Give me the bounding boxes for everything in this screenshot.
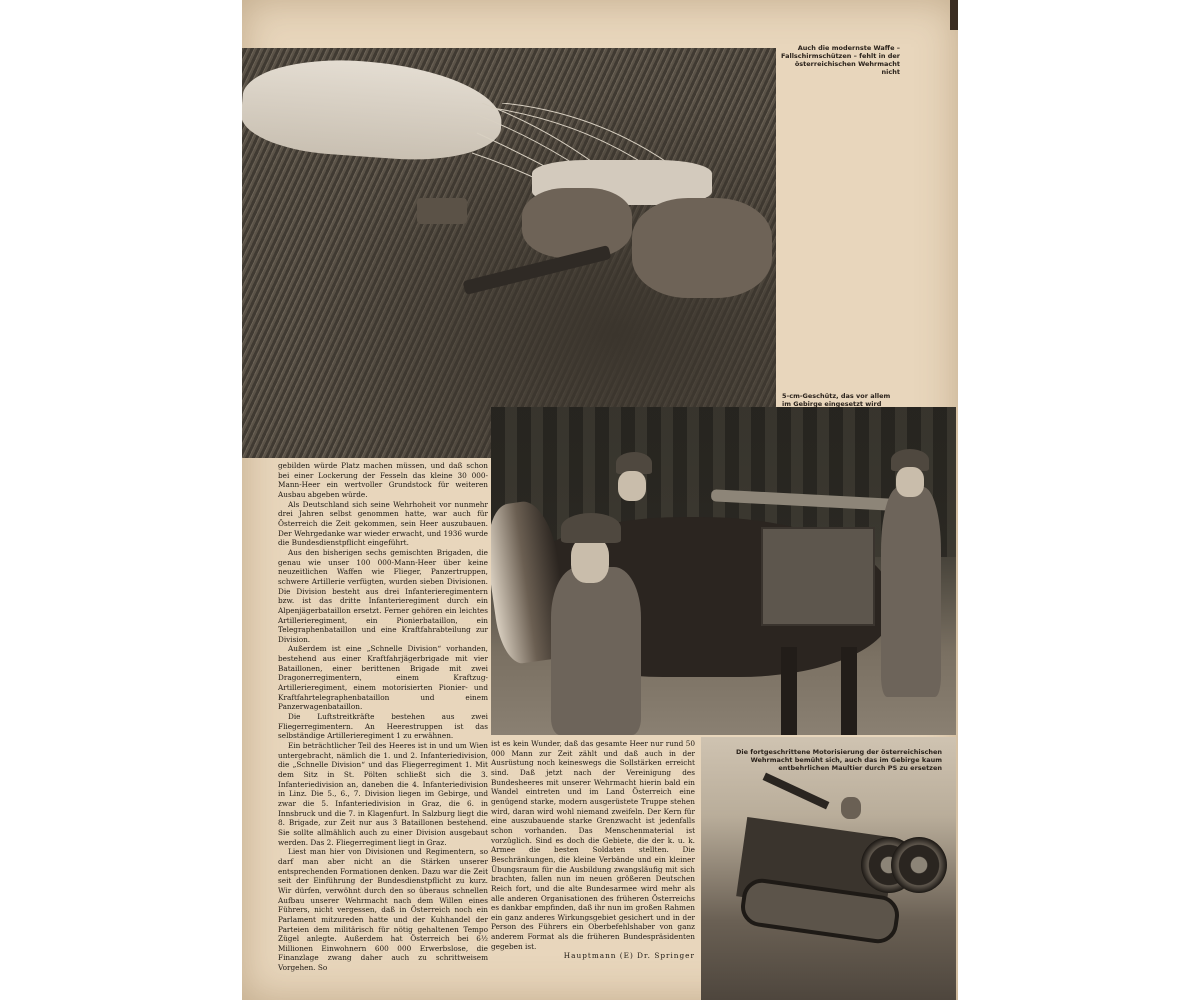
article-paragraph: Die Luftstreitkräfte bestehen aus zwei Fliegerregimentern. An Heerestruppen ist das selbständige Artillerieregiment 1 zu erwähnen. [278, 712, 488, 741]
soldier-front-face [571, 537, 609, 583]
parachute-canopy [242, 53, 505, 166]
caption-paratroopers: Auch die modernste Waffe – Fallschirmschützen – fehlt in der österreichischen Wehrmacht nicht [781, 44, 900, 76]
article-paragraph: Ein beträchtlicher Teil des Heeres ist in und um Wien untergebracht, nämlich die 1. und 2. Infanteriedivision, die „Schnelle Division“ und das Fliegerregiment 1. Mit dem Sitz in St. Pölten schließt sich die 3. Infanteriedivision an, daneben die 4. Infanteriedivision in Linz. Die 5., 6., 7. Division liegen im Gebirge, und zwar die 5. Infanteriedivision in Graz, die 6. in Innsbruck und die 7. in Klagenfurt. In Salzburg liegt die 8. Brigade, zur Zeit nur aus 3 Bataillonen bestehend. Sie sollte allmählich auch zu einer Division ausgebaut werden. Das 2. Fliegerregiment liegt in Graz. [278, 741, 488, 847]
vehicle-machine-gun [763, 773, 830, 810]
vehicle-wheel [891, 837, 947, 893]
photo-paratroopers [242, 48, 776, 458]
horse-leg [841, 647, 857, 735]
article-paragraph: Liest man hier von Divisionen und Regimentern, so darf man aber nicht an die Stärken unserer entsprechenden Formationen denken. Dazu war die Zeit seit der Einführung der Bundesdienstpflicht zu kurz. Wir dürfen, verwöhnt durch den so überaus schnellen Aufbau unserer Wehrmacht nach dem Willen eines Führers, nicht vergessen, daß in Österreich noch ein Parlament mitzureden hatte und der Kuhhandel der Parteien dem militärisch für nötig gehaltenen Tempo Zügel anlegte. Außerdem hat Österreich bei 6½ Millionen Einwohnern 600 000 Erwerbslose, die Finanzlage zwang daher auch zu schrittweisem Vorgehen. So [278, 847, 488, 973]
article-paragraph: Aus den bisherigen sechs gemischten Brigaden, die genau wie unser 100 000-Mann-Heer über keine neuzeitlichen Waffen wie Flieger, Panzertruppen, schwere Artillerie verfügten, wurden sieben Divisionen. Die Division besteht aus drei Infanterieregimentern bzw. ist das dritte Infanterieregiment durch ein Alpenjägerbataillon ersetzt. Ferner gehören ein leichtes Artillerieregiment, ein Pionierbataillon, ein Telegraphenbataillon und eine Kraftfahrabteilung zur Division. [278, 547, 488, 644]
soldier-right [632, 198, 772, 298]
author-signature [491, 951, 695, 961]
soldier-back-face [618, 471, 646, 501]
article-column-middle [491, 739, 695, 961]
soldier-right [881, 487, 941, 697]
photo-tracked-vehicle [701, 737, 956, 1000]
photo-mountain-gun-horse [491, 407, 956, 735]
article-paragraph: Als Deutschland sich seine Wehrhoheit vor nunmehr drei Jahren selbst genommen hatte, war auch für Österreich die Zeit gekommen, sein Heer auszubauen. Der Wehrgedanke war wieder erwacht, und 1936 wurde die Bundesdienstpflicht eingeführt. [278, 499, 488, 548]
article-paragraph: gebilden würde Platz machen müssen, und daß schon bei einer Lockerung der Fesseln das kleine 30 000-Mann-Heer ein wertvoller Grundstock für weiteren Ausbau abgeben würde. [278, 461, 488, 499]
article-paragraph: ist es kein Wunder, daß das gesamte Heer nur rund 50 000 Mann zur Zeit zählt und daß auch in der Ausrüstung noch keineswegs die Sollstärken erreicht sind. Daß jetzt nach der Vereinigung des Bundesheeres mit unserer Wehrmacht hierin bald ein Wandel eintreten und im Land Österreich eine genügend starke, modern ausgerüstete Truppe stehen wird, daran wird wohl niemand zweifeln. Der Kern für eine auszubauende starke Grenzwacht ist jedenfalls schon vorhanden. Das Menschenmaterial ist vorzüglich. Sind es doch die Gebiete, die der k. u. k. Armee die besten Soldaten stellten. Die Beschränkungen, die kleine Verbände und ein kleiner Übungsraum für die Ausbildung zwangsläufig mit sich brachten, fallen nun im neuen größeren Deutschen Reich fort, und die alte Bundesarmee wird mehr als alle anderen Organisationen des früheren Österreichs es dankbar empfinden, daß ihr nun im großen Rahmen ein ganz anderes Wirkungsgebiet gesichert und in der Person des Führers ein Oberbefehlshaber von ganz anderem Format als die früheren Bundespräsidenten gegeben ist. [491, 739, 695, 951]
ammo-box [417, 198, 467, 224]
gun-carriage-box [761, 527, 875, 626]
caption-motorization: Die fortgeschrittene Motorisierung der österreichischen Wehrmacht bemüht sich, auch das im Gebirge kaum entbehrlichen Maultier durch PS zu ersetzen [735, 748, 942, 772]
soldier-left [522, 188, 632, 258]
article-paragraph: Außerdem ist eine „Schnelle Division“ vorhanden, bestehend aus einer Kraftfahrjägerbrigade mit vier Bataillonen, einer berittenen Brigade mit zwei Dragonerregimentern, einem Kraftzug-Artillerieregiment, einem motorisierten Pionier- und Kraftfahrtelegraphenbataillon und einem Panzerwagenbataillon. [278, 644, 488, 712]
caption-mountain-gun: 5-cm-Geschütz, das vor allem im Gebirge eingesetzt wird [782, 392, 891, 408]
page-corner-shadow [950, 0, 958, 30]
machine-gun [463, 245, 612, 295]
horse-leg [781, 647, 797, 735]
author-name: Hauptmann (E) Dr. Springer [563, 951, 695, 961]
soldier-right-face [896, 467, 924, 497]
article-column-left [278, 461, 488, 973]
driver [841, 797, 861, 819]
magazine-page [242, 0, 958, 1000]
soldier-front [551, 567, 641, 735]
soldier-front-cap [561, 513, 621, 543]
